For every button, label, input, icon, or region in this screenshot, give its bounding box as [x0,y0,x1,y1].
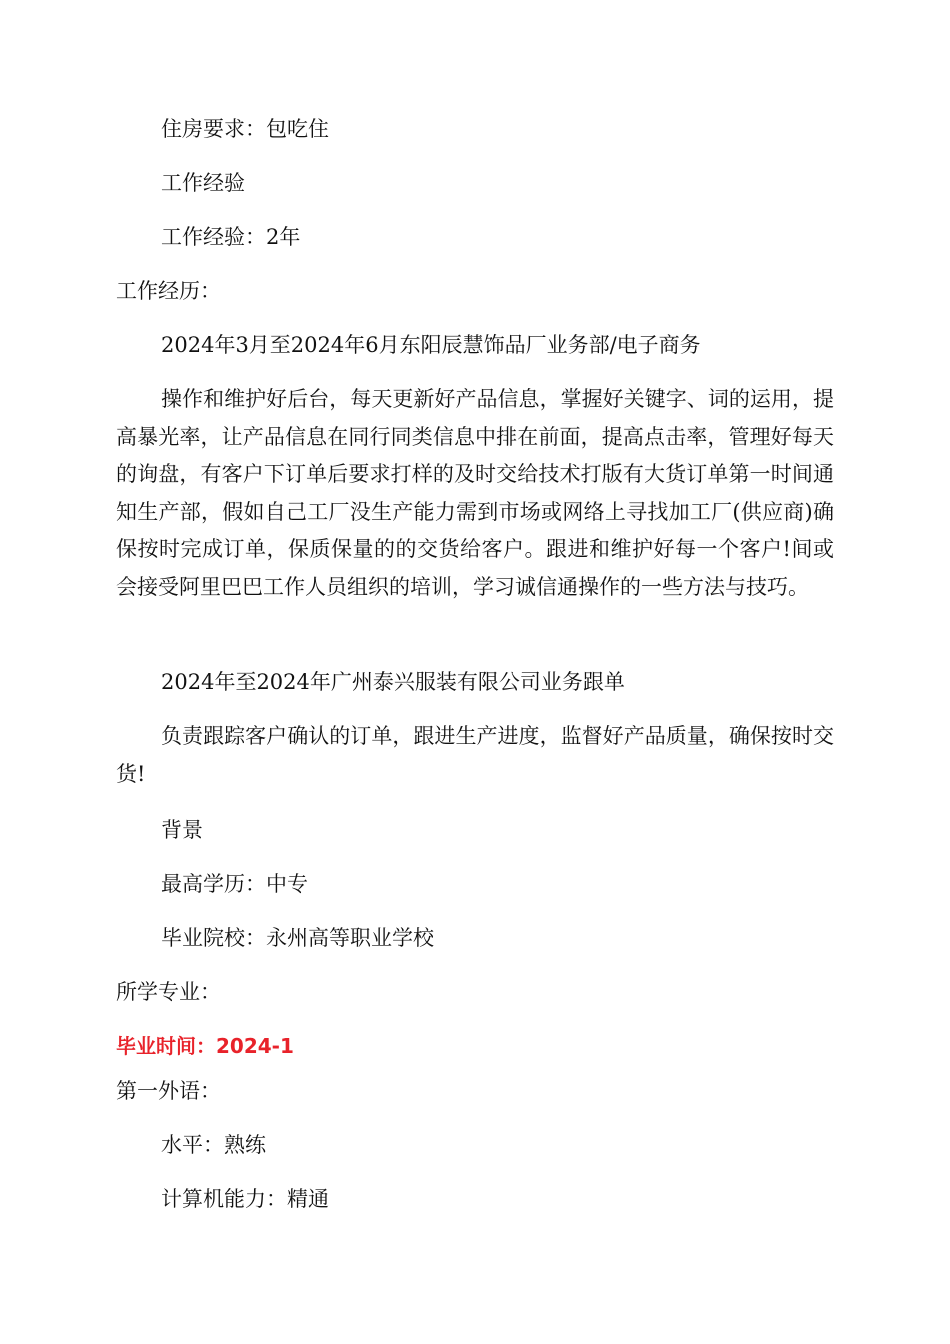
graduation-line: 毕业时间：2024-1 [116,1034,294,1058]
language-level-line: 水平：熟练 [161,1133,266,1157]
education-line: 最高学历：中专 [161,872,308,896]
job2-description: 负责跟踪客户确认的订单，跟进生产进度，监督好产品质量，确保按时交货! [116,724,834,786]
computer-skill-line: 计算机能力：精通 [161,1187,329,1211]
experience-heading: 工作经验 [161,171,245,195]
job2-title: 2024年至2024年广州泰兴服装有限公司业务跟单 [161,670,625,694]
job1-title: 2024年3月至2024年6月东阳辰慧饰品厂业务部/电子商务 [161,333,701,357]
work-history-label: 工作经历： [116,279,221,303]
foreign-language-line: 第一外语： [116,1079,221,1103]
experience-years-line: 工作经验：2年 [161,225,301,249]
housing-line: 住房要求：包吃住 [161,117,329,141]
job1-description: 操作和维护好后台，每天更新好产品信息，掌握好关键字、词的运用，提高暴光率，让产品信息在同行同类信息中排在前面，提高点击率，管理好每天的询盘，有客户下订单后要求打样的及时交给技术打版有大货订单第一时间通知生产部，假如自己工厂没生产能力需到市场或网络上寻找加工厂(供应商)确保按时完成订单，保质保量的的交货给客户。跟进和维护好每一个客户!间或会接受阿里巴巴工作人员组织的培训，学习诚信通操作的一些方法与技巧。 [116,387,834,599]
school-line: 毕业院校：永州高等职业学校 [161,926,434,950]
background-heading: 背景 [161,818,203,842]
major-line: 所学专业： [116,980,221,1004]
